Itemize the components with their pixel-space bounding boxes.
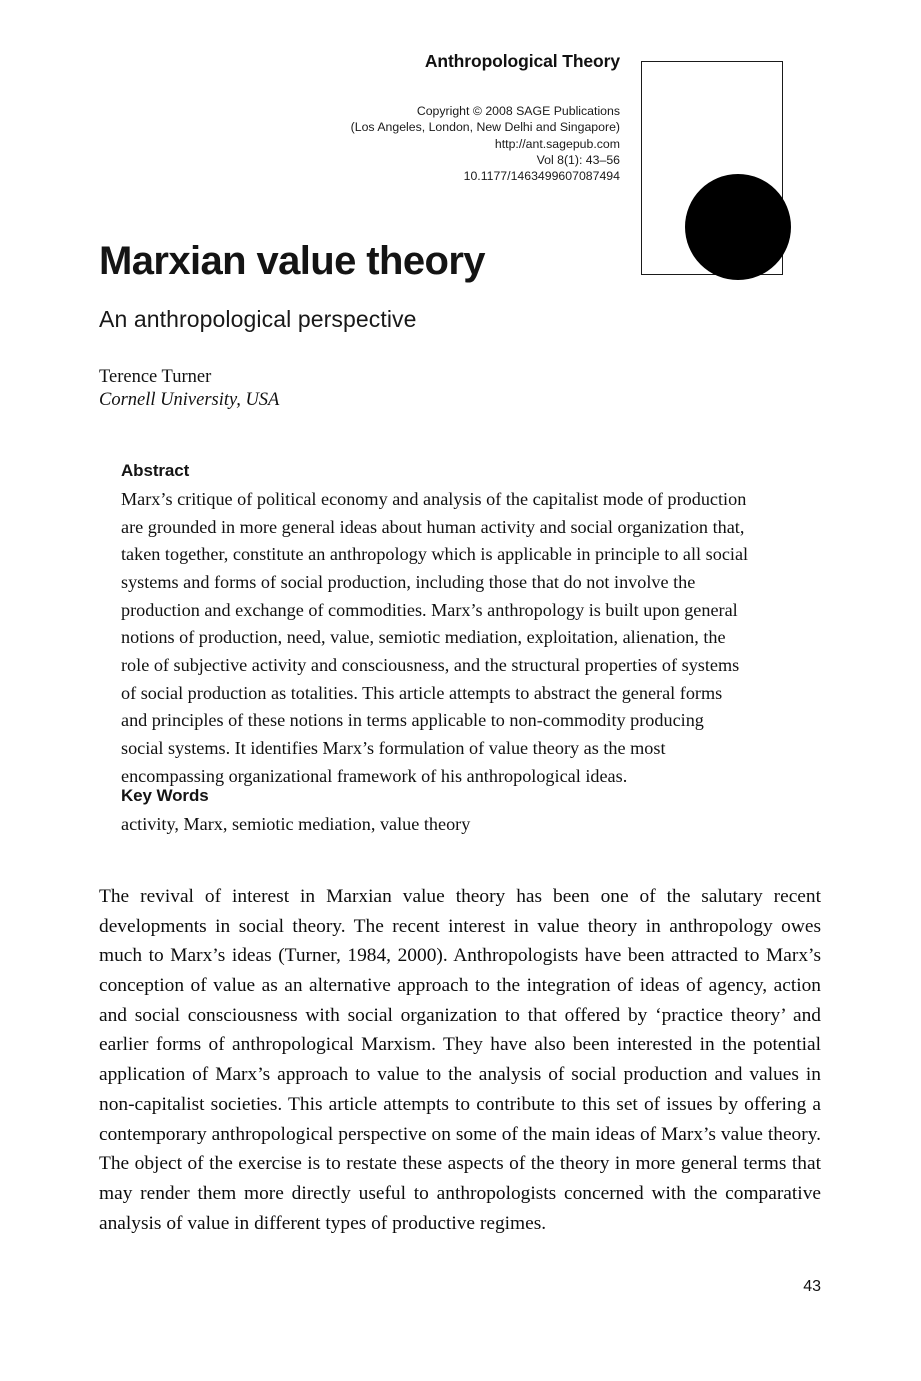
keywords-text: activity, Marx, semiotic mediation, value theory	[121, 814, 471, 834]
title-block	[99, 238, 719, 412]
journal-title: Anthropological Theory	[424, 51, 620, 71]
article-subtitle: An anthropological perspective	[99, 306, 417, 332]
author-affiliation: Cornell University, USA	[99, 389, 280, 410]
body-section	[99, 882, 821, 1238]
body-paragraph: The revival of interest in Marxian value theory has been one of the salutary recent developments in social theory. The recent interest in value theory in anthropology owes much to Marx’s ideas (Turner, 1984, 2000). Anthropologists have been attracted to Marx’s conception of value as an alternative approach to the integration of ideas of agency, action and social consciousness with social organization to that offered by ‘practice theory’ and earlier forms of anthropological Marxism. They have also been interested in the potential application of Marx’s approach to value to the analysis of social production and values in non-capitalist societies. This article attempts to contribute to this set of issues by offering a contemporary anthropological perspective on some of the main ideas of Marx’s value theory. The object of the exercise is to restate these aspects of the theory in more general terms that may render them more directly useful to anthropologists concerned with the comparative analysis of value in different types of productive regimes.	[99, 886, 821, 1234]
abstract-text: Marx’s critique of political economy and analysis of the capitalist mode of production are grounded in more general ideas about human activity and social organization that, taken together, constitute an anthropology which is applicable in principle to all social systems and forms of social production, including those that do not involve the production and exchange of commodities. Marx’s anthropology is built upon general notions of production, need, value, semiotic mediation, exploitation, alienation, the role of subjective activity and consciousness, and the structural properties of systems of social production as totalities. This article attempts to abstract the general forms and principles of these notions in terms applicable to non-commodity producing social systems. It identifies Marx’s formulation of value theory as the most encompassing organizational framework of his anthropological ideas.	[121, 489, 749, 786]
abstract-heading: Abstract	[121, 461, 190, 480]
imprint-offices: (Los Angeles, London, New Delhi and Singapore)	[350, 120, 620, 135]
imprint-url[interactable]: http://ant.sagepub.com	[494, 136, 620, 151]
imprint-doi: 10.1177/1463499607087494	[463, 169, 620, 184]
abstract-section	[121, 461, 749, 790]
imprint-block	[330, 103, 620, 184]
keywords-section	[121, 786, 749, 838]
masthead	[330, 52, 620, 184]
imprint-volume: Vol 8(1): 43–56	[536, 152, 620, 167]
page-title: Marxian value theory	[99, 239, 485, 283]
page-number: 43	[803, 1278, 821, 1295]
author-name: Terence Turner	[99, 366, 212, 387]
imprint-copyright: Copyright © 2008 SAGE Publications	[416, 104, 620, 119]
keywords-heading: Key Words	[121, 786, 209, 805]
